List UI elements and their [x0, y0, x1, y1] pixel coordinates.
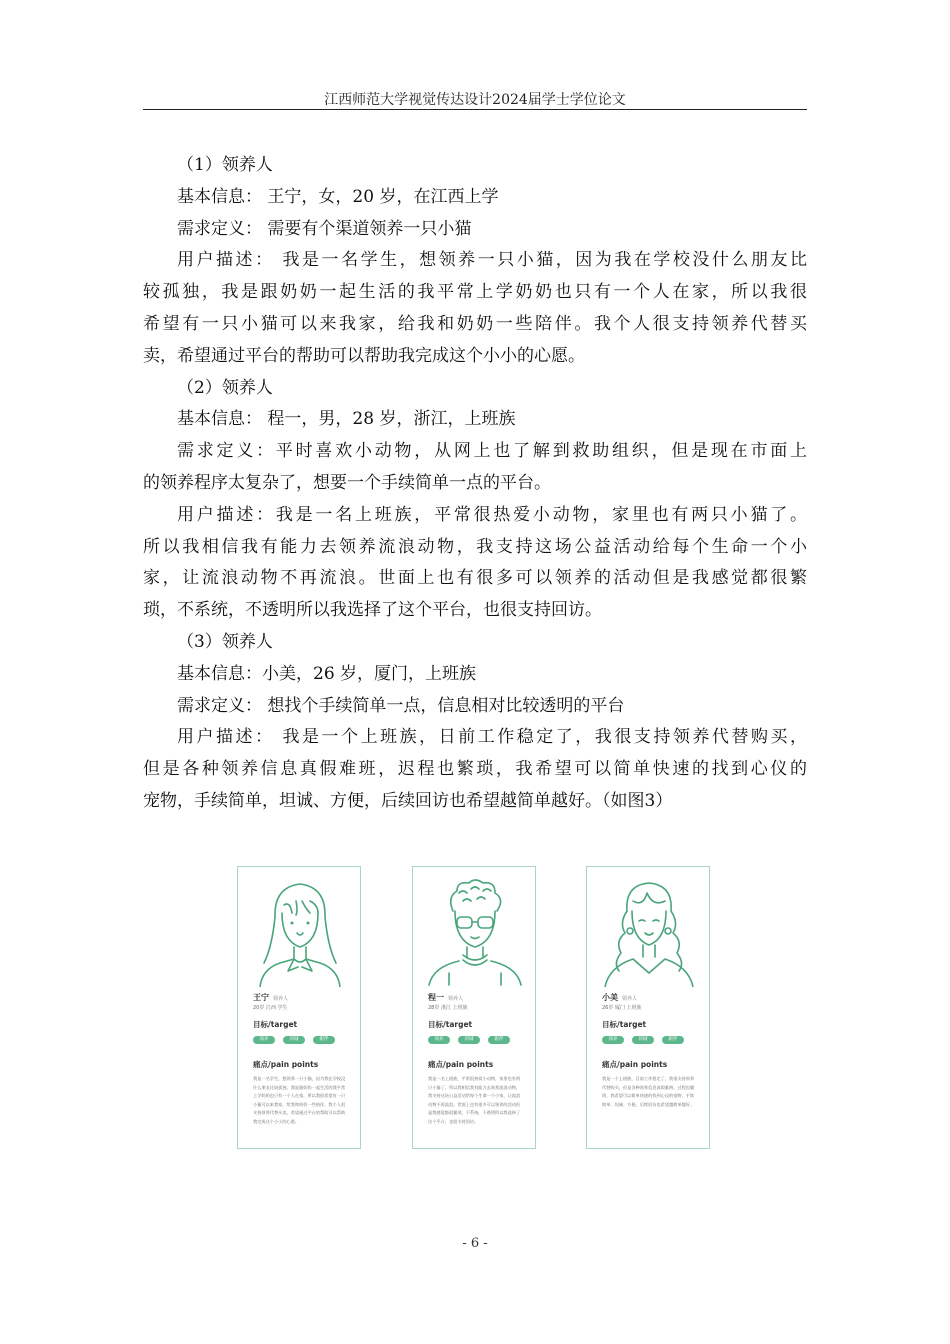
persona-tag: 跟伴	[662, 1036, 684, 1044]
persona-goal-title: 目标/target	[428, 1020, 473, 1029]
persona-name: 小美 领养人	[602, 993, 638, 1002]
persona-name: 王宁 领养人	[253, 993, 289, 1002]
section-3-desc-line: 宠物，手续简单，坦诚、方便，后续回访也希望越简单越好。（如图3）	[143, 790, 673, 811]
persona-meta: 28岁 浙江 上班族	[428, 1005, 468, 1011]
section-1-desc-line: 用户描述： 我是一名学生，想领养一只小猫，因为我在学校没什么朋友比	[177, 250, 807, 271]
section-2-desc-line: 家，让流浪动物不再流浪。世面上也有很多可以领养的活动但是我感觉都很繁	[143, 568, 807, 589]
persona-pain-text: 我是一名学生，想领养一只小猫，因为我在学校没什么朋友比较孤独，我是跟奶奶一起生活的我平常上学奶奶也只有一个人在家，所以我很希望有一只小猫可以来我家，给我和奶奶一些陪伴。我个人很支持领养代替买卖，希望通过平台的帮助可以帮助我完成这个小小的心愿。	[253, 1076, 346, 1124]
persona-goal-title: 目标/target	[602, 1020, 647, 1029]
section-1-desc-line: 较孤独，我是跟奶奶一起生活的我平常上学奶奶也只有一个人在家，所以我很	[143, 282, 807, 303]
persona-tag: 同城	[458, 1036, 480, 1044]
persona-goal-title: 目标/target	[253, 1020, 298, 1029]
persona-card-1	[237, 866, 361, 1149]
section-2-req-line: 的领养程序太复杂了，想要一个手续简单一点的平台。	[143, 472, 551, 493]
persona-pain-text: 我是一个上班族，目前工作稳定了，我很支持领养代替购买，但是各种领养信息真假难辨，过程也繁琐，我希望可以简单快速的找到心仪的宠物，手续简单，坦诚、方便，后续回访也希望越简单越好。	[602, 1076, 695, 1107]
section-3-requirement: 需求定义： 想找个手续简单一点，信息相对比较透明的平台	[177, 695, 625, 716]
persona-name: 程一 领养人	[428, 993, 464, 1002]
running-header: 江西师范大学视觉传达设计2024届学士学位论文	[324, 92, 626, 108]
persona-card-3	[586, 866, 710, 1149]
persona-tags	[428, 1036, 510, 1044]
persona-pain-title: 痛点/pain points	[602, 1060, 668, 1069]
section-2-req-line: 需求定义：平时喜欢小动物，从网上也了解到救助组织，但是现在市面上	[177, 441, 807, 462]
persona-tag: 领养	[428, 1036, 450, 1044]
header-rule	[143, 109, 807, 110]
section-2-basic-info: 基本信息： 程一，男，28 岁，浙江，上班族	[177, 409, 516, 430]
persona-figure	[0, 866, 950, 1166]
section-1-desc-line: 卖，希望通过平台的帮助可以帮助我完成这个小小的心愿。	[143, 345, 585, 366]
persona-tag: 领养	[602, 1036, 624, 1044]
section-3-basic-info: 基本信息：小美，26 岁，厦门，上班族	[177, 663, 477, 684]
persona-portrait-man-glasses-icon	[413, 867, 537, 987]
persona-tag: 跟伴	[488, 1036, 510, 1044]
section-3-desc-line: 但是各种领养信息真假难班，迟程也繁琐，我希望可以简单快速的找到心仪的	[143, 759, 807, 780]
persona-portrait-woman-wavy-icon	[587, 867, 711, 987]
persona-tags	[253, 1036, 335, 1044]
section-2-desc-line: 琐，不系统，不透明所以我选择了这个平台，也很支持回访。	[143, 600, 602, 621]
section-1-basic-info: 基本信息： 王宁，女，20 岁，在江西上学	[177, 186, 499, 207]
section-1-heading: （1）领养人	[177, 155, 273, 175]
section-1-desc-line: 希望有一只小猫可以来我家，给我和奶奶一些陪伴。我个人很支持领养代替买	[143, 313, 807, 334]
persona-pain-title: 痛点/pain points	[253, 1060, 319, 1069]
persona-tag: 同城	[283, 1036, 305, 1044]
page-number: - 6 -	[462, 1236, 488, 1251]
body-text	[143, 150, 807, 818]
persona-meta: 20岁 江西 学生	[253, 1005, 288, 1011]
persona-pain-title: 痛点/pain points	[428, 1060, 494, 1069]
persona-tag: 同城	[632, 1036, 654, 1044]
section-2-desc-line: 所以我相信我有能力去领养流浪动物，我支持这场公益活动给每个生命一个小	[143, 536, 807, 557]
persona-tag: 跟伴	[313, 1036, 335, 1044]
section-2-heading: （2）领养人	[177, 377, 273, 398]
persona-pain-text: 我是一名上班族，平常很热爱小动物，家里也有两只小猫了，所以我相信我有能力去领养流浪动物，我支持这场公益活动给每个生命一个小家，让流浪动物不再流浪。世面上也有很多可以领养的活动但是我感觉都很繁琐，不系统，不透明所以我选择了这个平台，也很支持回访。	[428, 1076, 521, 1124]
persona-card-2	[412, 866, 536, 1149]
section-3-heading: （3）领养人	[177, 631, 273, 652]
section-1-requirement: 需求定义： 需要有个渠道领养一只小猫	[177, 218, 472, 239]
persona-portrait-girl-bob-icon	[238, 867, 362, 987]
persona-tags	[602, 1036, 684, 1044]
section-2-desc-line: 用户描述：我是一名上班族，平常很热爱小动物，家里也有两只小猫了。	[177, 504, 807, 525]
persona-meta: 26岁 厦门 上班族	[602, 1005, 642, 1011]
persona-tag: 领养	[253, 1036, 275, 1044]
section-3-desc-line: 用户描述： 我是一个上班族，日前工作稳定了，我很支持领养代替购买，	[177, 727, 807, 748]
